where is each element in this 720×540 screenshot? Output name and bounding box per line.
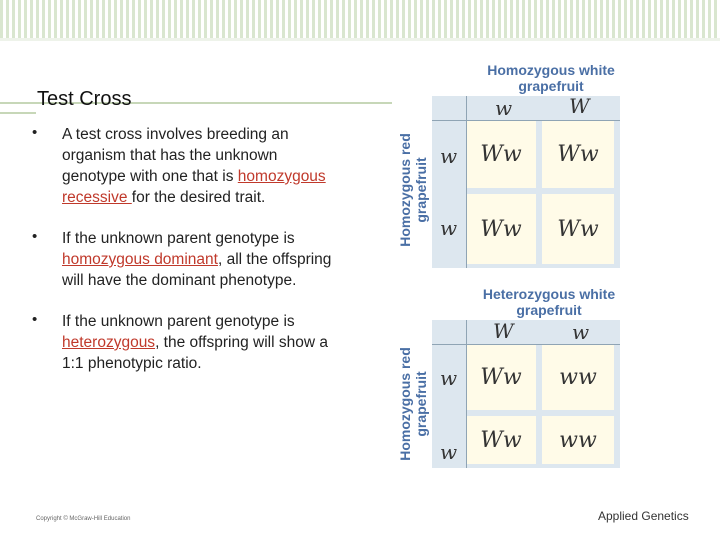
side-allele: w <box>440 216 458 240</box>
bullet-item <box>32 228 332 291</box>
top-parent-label: Heterozygous white grapefruit <box>482 286 616 318</box>
punnett-cell: Ww <box>542 194 614 264</box>
grid-line <box>466 96 467 268</box>
grid-line <box>466 320 467 468</box>
punnett-cell: Ww <box>542 120 614 188</box>
bullet-text-part: , the offspring will show a 1:1 phenotypic ratio. <box>62 334 328 372</box>
grid-line <box>432 344 620 345</box>
bullet-text-part: If the unknown parent genotype is <box>62 313 295 330</box>
bullet-text-part: for the desired trait. <box>131 189 266 206</box>
bullet-text-part: A test cross involves breeding an organism that has the unknown genotype with one that is <box>62 126 289 185</box>
side-parent-label: Homozygous red grapefruit <box>397 347 429 461</box>
top-allele: W <box>569 94 590 118</box>
side-allele: w <box>440 366 458 390</box>
punnett-square-heterozygous <box>396 282 626 482</box>
top-stripe-divider <box>0 38 720 41</box>
slide-title: Test Cross <box>37 88 132 110</box>
top-allele: w <box>495 96 513 120</box>
bullet-list <box>32 124 332 394</box>
side-allele: w <box>440 144 458 168</box>
top-allele: W <box>493 319 514 343</box>
bullet-text-part: If the unknown parent genotype is <box>62 230 295 247</box>
punnett-cell: Ww <box>466 344 536 410</box>
highlighted-term: heterozygous <box>62 334 156 351</box>
side-parent-label: Homozygous red grapefruit <box>397 133 429 247</box>
punnett-cell: Ww <box>466 194 536 264</box>
top-parent-label: Homozygous white grapefruit <box>487 62 615 94</box>
bullet-item <box>32 311 332 374</box>
bullet-text-part: , all the offspring will have the dominant phenotype. <box>62 251 332 289</box>
top-allele: w <box>572 320 590 344</box>
bullet-dot: • <box>32 311 38 328</box>
highlighted-term: homozygous recessive <box>62 168 326 206</box>
bullet-dot: • <box>32 228 38 245</box>
top-stripe-band <box>0 0 720 38</box>
bullet-text <box>62 311 332 374</box>
copyright-notice: Copyright © McGraw-Hill Education <box>36 516 131 522</box>
bullet-dot: • <box>32 124 38 141</box>
punnett-cell: ww <box>542 344 614 410</box>
grid-line <box>432 120 620 121</box>
highlighted-term: homozygous dominant <box>62 251 218 268</box>
punnett-cell: Ww <box>466 120 536 188</box>
punnett-cell: ww <box>542 416 614 464</box>
bullet-text <box>62 228 332 291</box>
footer-label: Applied Genetics <box>598 509 689 523</box>
side-allele: w <box>440 440 458 464</box>
punnett-square-homozygous <box>396 58 626 268</box>
bullet-text <box>62 124 332 208</box>
bullet-item <box>32 124 332 208</box>
punnett-cell: Ww <box>466 416 536 464</box>
